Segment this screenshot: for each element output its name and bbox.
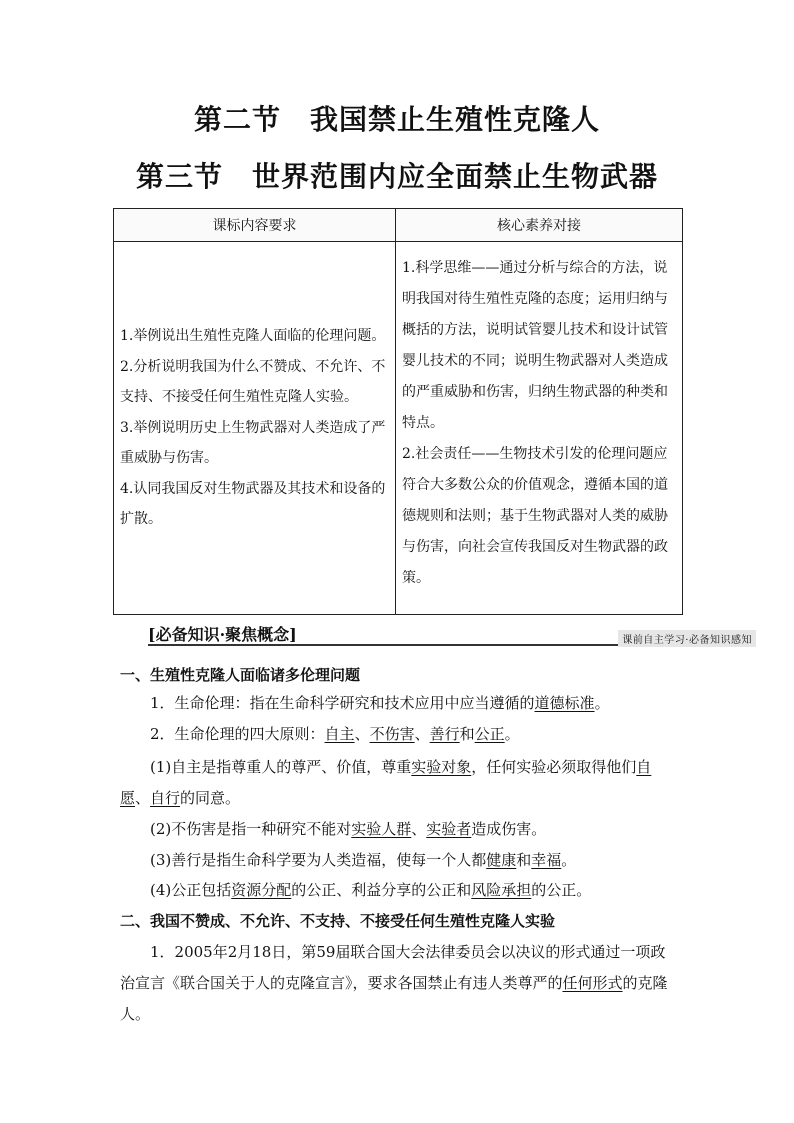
text: (3)善行是指生命科学要为人类造福，使每一个人都 bbox=[150, 851, 487, 869]
underlined-term: 资源分配 bbox=[231, 881, 292, 899]
text: 。 bbox=[504, 725, 520, 743]
text: 、 bbox=[354, 725, 370, 743]
heading-1: 一、生殖性克隆人面临诸多伦理问题 bbox=[120, 666, 361, 684]
underlined-term: 幸福 bbox=[531, 851, 562, 869]
competencies-cell bbox=[396, 242, 683, 615]
requirements-cell bbox=[114, 242, 396, 615]
table-header-requirements: 课标内容要求 bbox=[114, 209, 396, 242]
competency-item: 2.社会责任——生物技术引发的伦理问题应符合大多数公众的价值观念，遵循本国的道德规则和法则；基于生物武器对人类的威胁与伤害，向社会宣传我国反对生物武器的政策。 bbox=[402, 446, 668, 586]
text: 的克隆人。 bbox=[120, 974, 668, 1023]
underlined-term: 实验者 bbox=[426, 820, 472, 838]
paragraph-7 bbox=[120, 937, 680, 1030]
underlined-term: 道德标准 bbox=[534, 694, 595, 712]
title-line-1: 第二节 我国禁止生殖性克隆人 bbox=[193, 103, 600, 136]
text: 、 bbox=[414, 725, 430, 743]
text: 的公正。 bbox=[531, 881, 592, 899]
text: 。 bbox=[561, 851, 577, 869]
underlined-term: 实验对象 bbox=[411, 758, 472, 776]
text: 和 bbox=[516, 851, 532, 869]
text: 、 bbox=[135, 789, 151, 807]
requirement-item: 2.分析说明我国为什么不赞成、不允许、不支持、不接受任何生殖性克隆人实验。 bbox=[120, 358, 386, 406]
text: 1．2005年2月18日，第59届联合国大会法律委员会以决议的形式通过一项政治宣言《联合国关于人的克隆宣言》，要求各国禁止有违人类尊严的 bbox=[120, 943, 666, 992]
paragraph-4 bbox=[120, 818, 680, 839]
heading-2: 二、我国不赞成、不允许、不支持、不接受任何生殖性克隆人实验 bbox=[120, 912, 556, 930]
paragraph-6 bbox=[120, 879, 680, 900]
requirement-item: 1.举例说出生殖性克隆人面临的伦理问题。 bbox=[120, 328, 386, 345]
paragraph-1 bbox=[120, 692, 680, 713]
text: 的同意。 bbox=[180, 789, 241, 807]
paragraph-5 bbox=[120, 849, 680, 870]
underlined-term: 自主 bbox=[324, 725, 355, 743]
section-tag: 课前自主学习·必备知识感知 bbox=[618, 630, 756, 647]
underlined-term: 健康 bbox=[486, 851, 517, 869]
text: (2)不伤害是指一种研究不能对 bbox=[150, 820, 352, 838]
text: 和 bbox=[459, 725, 475, 743]
underlined-term: 自愿 bbox=[120, 758, 652, 807]
curriculum-table bbox=[113, 208, 683, 615]
section-header bbox=[148, 622, 756, 648]
text: 1．生命伦理：指在生命科学研究和技术应用中应当遵循的 bbox=[150, 694, 535, 712]
section-title: [必备知识·聚焦概念] bbox=[148, 625, 297, 644]
underlined-term: 风险承担 bbox=[471, 881, 532, 899]
title-line-2: 第三节 世界范围内应全面禁止生物武器 bbox=[135, 160, 658, 193]
requirement-item: 4.认同我国反对生物武器及其技术和设备的扩散。 bbox=[120, 480, 386, 528]
requirement-item: 3.举例说明历史上生物武器对人类造成了严重威胁与伤害。 bbox=[120, 419, 386, 467]
text: 。 bbox=[594, 694, 610, 712]
paragraph-2 bbox=[120, 723, 680, 744]
underlined-term: 任何形式 bbox=[562, 974, 623, 992]
underlined-term: 善行 bbox=[429, 725, 460, 743]
underlined-term: 自行 bbox=[150, 789, 181, 807]
underlined-term: 不伤害 bbox=[369, 725, 415, 743]
text: 的公正、利益分享的公正和 bbox=[291, 881, 472, 899]
paragraph-3 bbox=[120, 752, 680, 814]
competency-item: 1.科学思维——通过分析与综合的方法，说明我国对待生殖性克隆的态度；运用归纳与概括的方法，说明试管婴儿技术和设计试管婴儿技术的不同；说明生物武器对人类造成的严重威胁和伤害，归纳生物武器的种类和特点。 bbox=[402, 260, 668, 431]
text: 2．生命伦理的四大原则： bbox=[150, 725, 325, 743]
underlined-term: 实验人群 bbox=[351, 820, 412, 838]
underlined-term: 公正 bbox=[474, 725, 505, 743]
table-header-competencies: 核心素养对接 bbox=[396, 209, 683, 242]
text: (4)公正包括 bbox=[150, 881, 232, 899]
text: (1)自主是指尊重人的尊严、价值，尊重 bbox=[150, 758, 412, 776]
text: ，任何实验必须取得他们 bbox=[471, 758, 637, 776]
text: 造成伤害。 bbox=[471, 820, 547, 838]
text: 、 bbox=[411, 820, 427, 838]
